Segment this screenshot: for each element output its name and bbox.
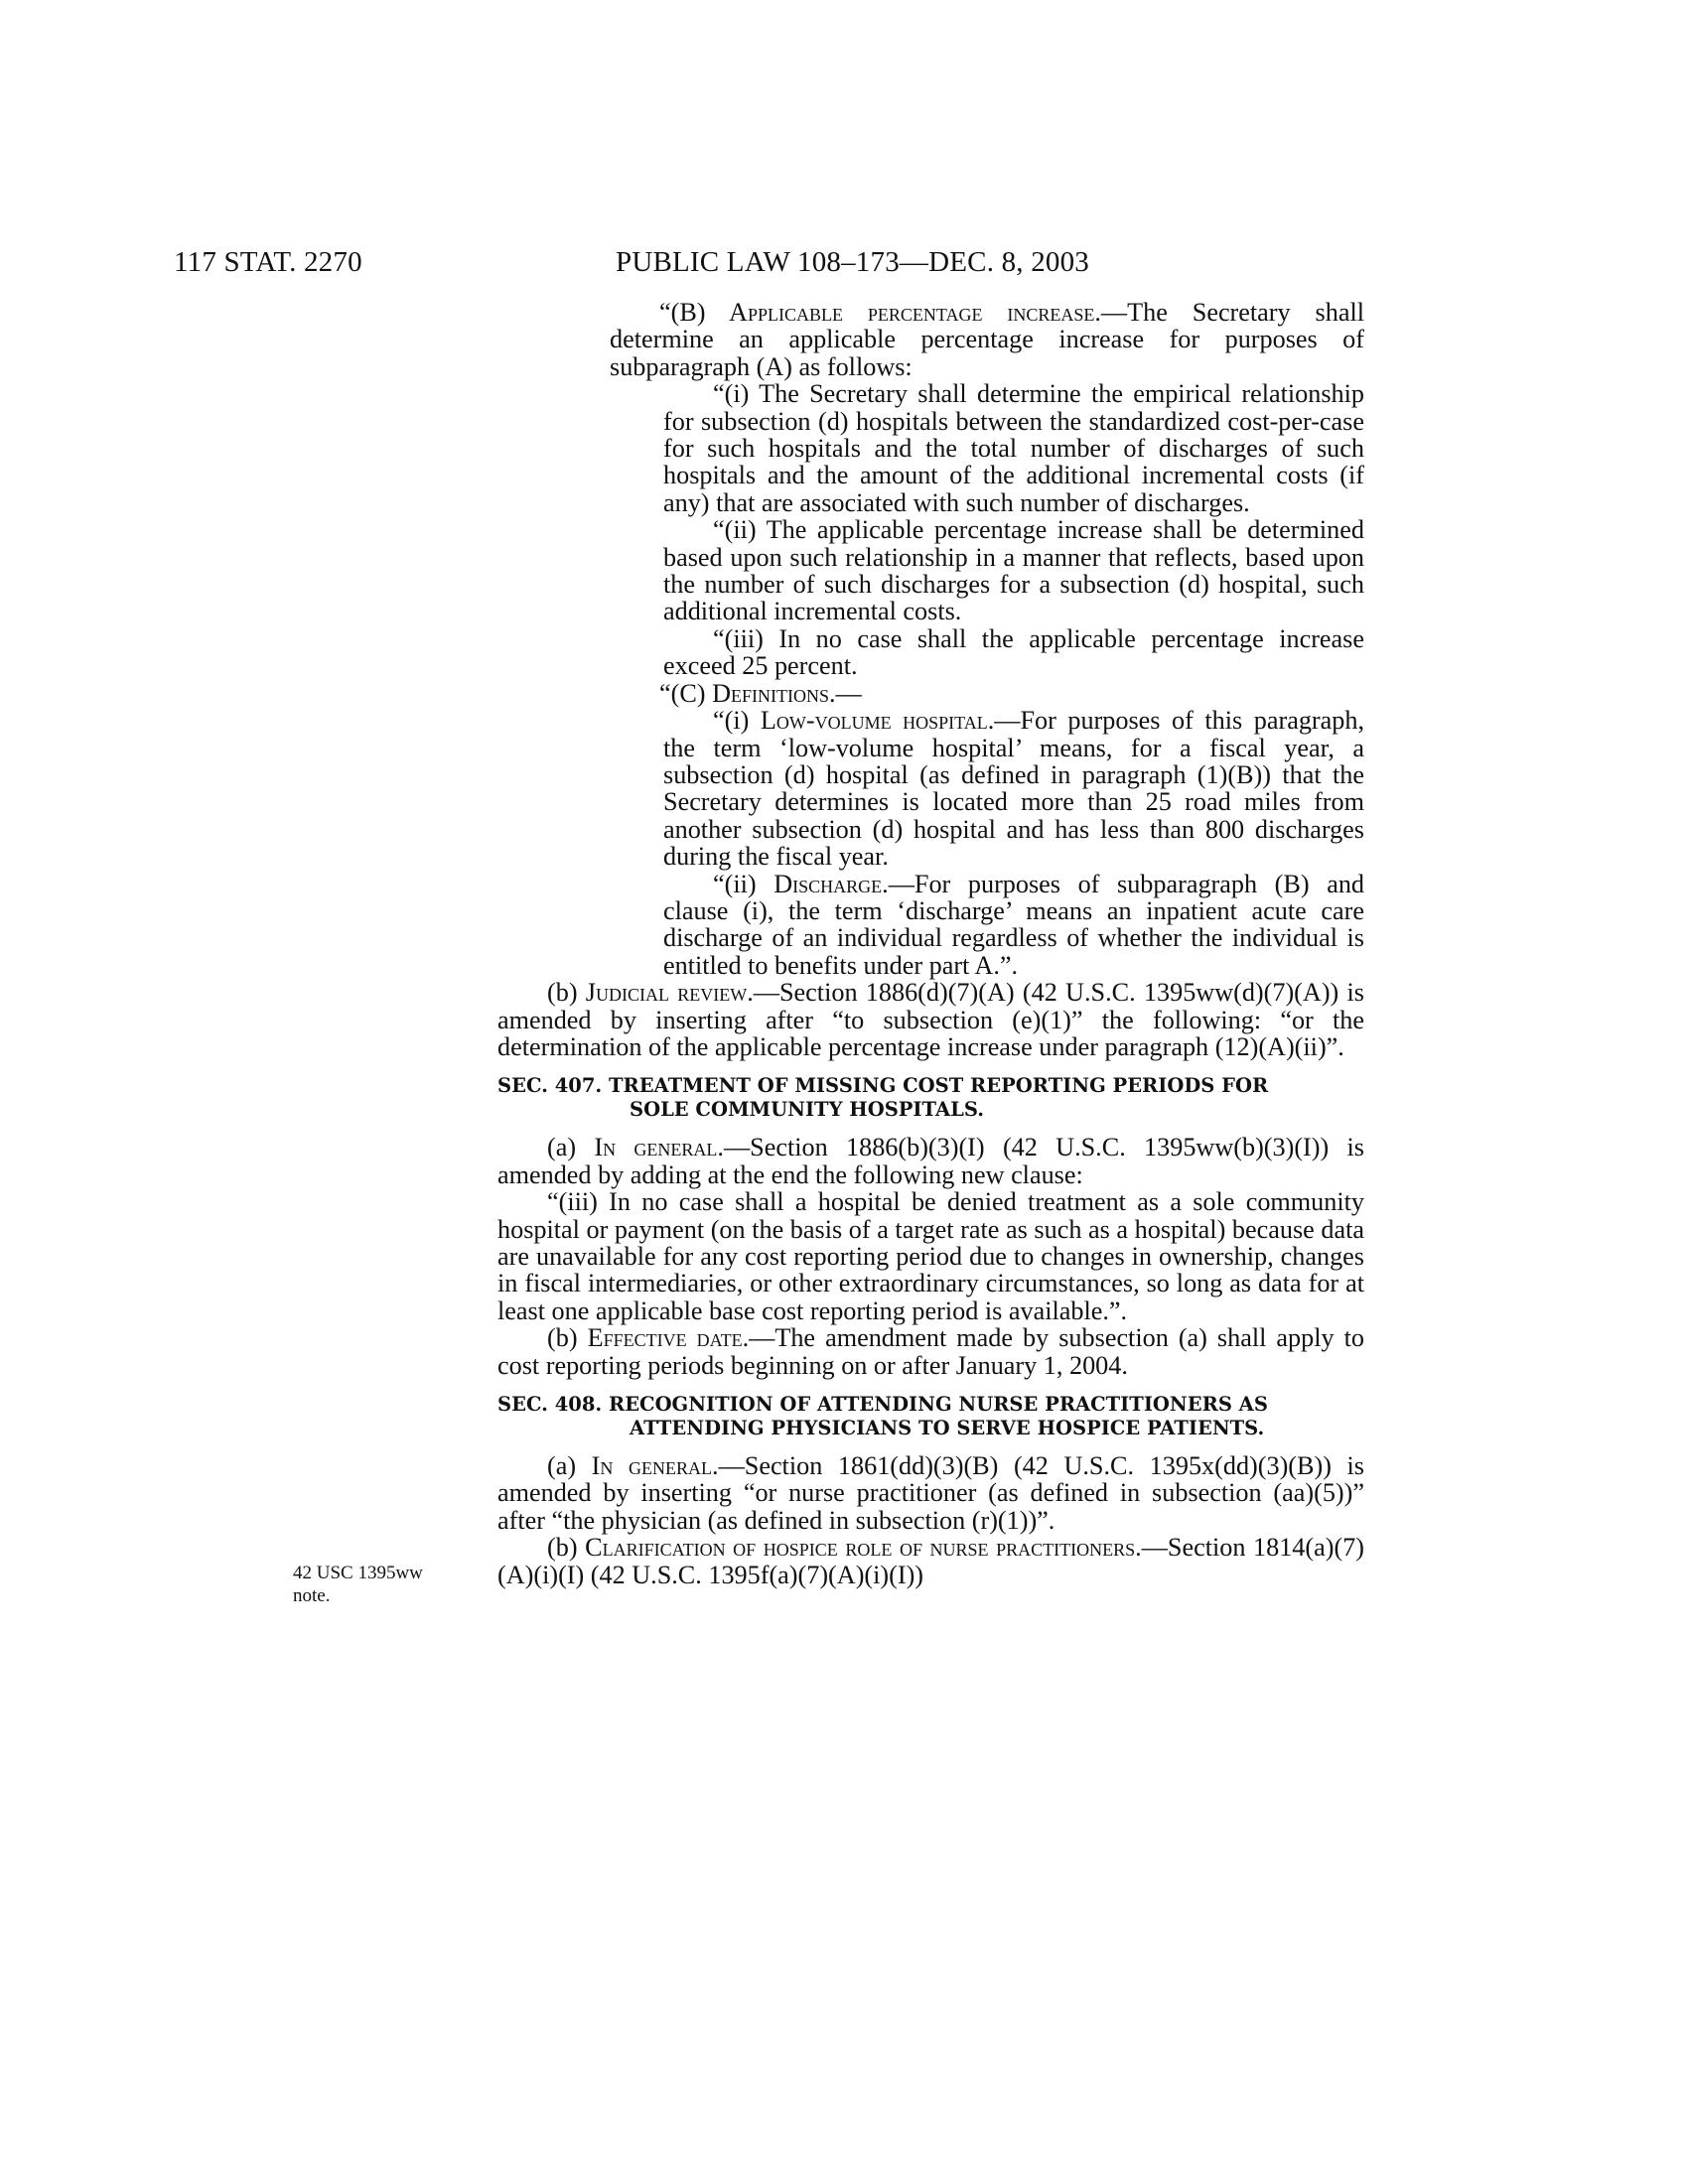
clause-b-ii: “(ii) The applicable percentage increase shall be determined based upon such relationship in a manner that reflects, based upon the number of such discharges for a subsection (d) hospital, such additional incremental costs.	[663, 515, 1364, 626]
clause-b-i: “(i) The Secretary shall determine the empirical relationship for subsection (d) hospitals between the standardized cost-per-case for such hospitals and the total number of discharges of such hospitals and the amount of the additional incremental costs (if any) that are associated with such number of discharges.	[663, 379, 1364, 517]
statute-reference: 117 STAT. 2270	[174, 246, 362, 278]
public-law-reference: PUBLIC LAW 108–173—DEC. 8, 2003	[616, 246, 1090, 278]
margin-note-line1: 42 USC 1395ww	[293, 1563, 423, 1583]
clause-c-ii-discharge: “(ii) Discharge.—For purposes of subparagraph (B) and clause (i), the term ‘discharge’ means an inpatient acute care discharge of an individual regardless of whether the individual is entitled to benefits under part A.”.	[663, 869, 1365, 980]
section-408-b: (b) Clarification of hospice role of nurse practitioners.—Section 1814(a)(7)(A)(i)(I) (42 U.S.C. 1395f(a)(7)(A)(i)(I))	[497, 1533, 1364, 1589]
paragraph-judicial-review: (b) Judicial review.—Section 1886(d)(7)(A) (42 U.S.C. 1395ww(d)(7)(A)) is amended by inserting after “to subsection (e)(1)” the following: “or the determination of the applicable percentage increase under paragraph (12)(A)(ii)”.	[497, 978, 1364, 1061]
section-407-b-effective-date: (b) Effective date.—The amendment made by subsection (a) shall apply to cost reporting periods beginning on or after January 1, 2004.	[497, 1323, 1364, 1380]
clause-c-i-low-volume-hospital: “(i) Low-volume hospital.—For purposes of this paragraph, the term ‘low-volume hospital’ means, for a fiscal year, a subsection (d) hospital (as defined in paragraph (1)(B)) that the Secretary determines is located more than 25 road miles from another subsection (d) hospital and has less than 800 discharges during the fiscal year.	[663, 706, 1364, 872]
section-407-heading: SEC. 407. TREATMENT OF MISSING COST REPORTING PERIODS FOR SOLE COMMUNITY HOSPITALS.	[497, 1074, 1269, 1122]
margin-note-line2: note.	[293, 1585, 331, 1606]
clause-b-iii: “(iii) In no case shall the applicable percentage increase exceed 25 percent.	[663, 623, 1364, 681]
paragraph-b-applicable-percentage: “(B) Applicable percentage increase.—The Secretary shall determine an applicable percentage increase for purposes of subparagraph (A) as follows:	[610, 298, 1365, 381]
section-408-heading: SEC. 408. RECOGNITION OF ATTENDING NURSE PRACTITIONERS AS ATTENDING PHYSICIANS TO SERVE HOSPICE PATIENTS.	[497, 1393, 1268, 1440]
section-407-a: (a) In general.—Section 1886(b)(3)(I) (42 U.S.C. 1395ww(b)(3)(I)) is amended by adding at the end the following new clause:	[497, 1133, 1364, 1189]
margin-note	[293, 1562, 472, 1607]
section-407-a-clause-iii: “(iii) In no case shall a hospital be denied treatment as a sole community hospital or payment (on the basis of a target rate as such as a hospital) because data are unavailable for any cost reporting period due to changes in ownership, changes in fiscal intermediaries, or other extraordinary circumstances, so long as data for at least one applicable base cost reporting period is available.”.	[497, 1187, 1364, 1325]
document-body	[497, 299, 1364, 1588]
section-408-a: (a) In general.—Section 1861(dd)(3)(B) (42 U.S.C. 1395x(dd)(3)(B)) is amended by inserting “or nurse practitioner (as defined in subsection (aa)(5))” after “the physician (as defined in subsection (r)(1))”.	[497, 1451, 1365, 1535]
paragraph-c-definitions: “(C) Definitions.—	[659, 678, 862, 708]
